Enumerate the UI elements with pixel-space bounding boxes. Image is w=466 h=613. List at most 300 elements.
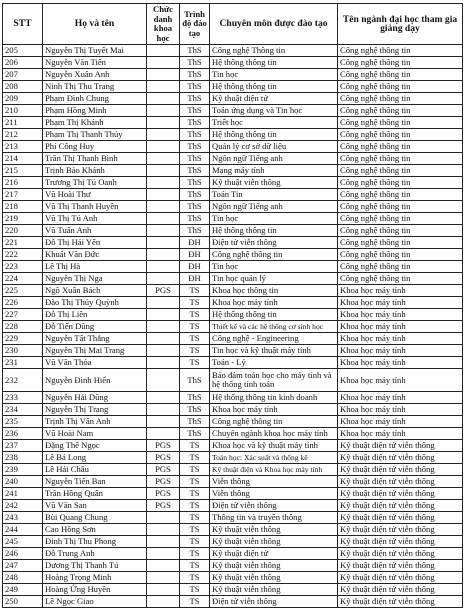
cell-stt: 221: [3, 237, 43, 249]
cell-degree: TS: [180, 536, 210, 548]
cell-title: [147, 428, 180, 440]
cell-stt: 249: [3, 584, 43, 596]
cell-stt: 232: [3, 369, 43, 392]
cell-name: Đinh Thị Thu Phong: [43, 536, 147, 548]
cell-title: [147, 69, 180, 81]
cell-major: Toán Tin: [210, 189, 338, 201]
cell-name: Đặng Thế Ngọc: [43, 440, 147, 452]
cell-field: Công nghệ thông tin: [338, 105, 463, 117]
cell-name: Ngô Xuân Bách: [43, 285, 147, 297]
cell-field: Khoa học máy tính: [338, 309, 463, 321]
cell-title: [147, 225, 180, 237]
cell-title: [147, 273, 180, 285]
table-header-row: [3, 4, 463, 45]
table-row: [3, 81, 463, 93]
cell-field: Kỹ thuật điện tử viễn thông: [338, 476, 463, 488]
table-row: [3, 93, 463, 105]
cell-stt: 212: [3, 129, 43, 141]
table-row: [3, 369, 463, 392]
table-row: [3, 452, 463, 464]
cell-name: Trần Thị Thanh Bình: [43, 153, 147, 165]
cell-stt: 242: [3, 500, 43, 512]
table-row: [3, 500, 463, 512]
cell-field: Kỹ thuật điện tử viễn thông: [338, 572, 463, 584]
cell-stt: 216: [3, 177, 43, 189]
cell-stt: 224: [3, 273, 43, 285]
cell-title: [147, 560, 180, 572]
cell-degree: ĐH: [180, 261, 210, 273]
cell-stt: 230: [3, 345, 43, 357]
cell-degree: ThS: [180, 45, 210, 57]
cell-title: [147, 177, 180, 189]
cell-name: Đỗ Tiến Dũng: [43, 321, 147, 333]
cell-field: Công nghệ thông tin: [338, 69, 463, 81]
cell-name: Đỗ Trung Anh: [43, 548, 147, 560]
cell-field: Công nghệ thông tin: [338, 57, 463, 69]
cell-major: Bảo đảm toán học cho máy tính và hệ thống tính toán: [210, 369, 338, 392]
cell-stt: 236: [3, 428, 43, 440]
cell-name: Nguyễn Hải Dũng: [43, 392, 147, 404]
cell-degree: ĐH: [180, 249, 210, 261]
cell-major: Công nghệ thông tin: [210, 249, 338, 261]
cell-name: Đỗ Thị Hải Yến: [43, 237, 147, 249]
cell-stt: 235: [3, 416, 43, 428]
cell-degree: ThS: [180, 165, 210, 177]
cell-degree: TS: [180, 309, 210, 321]
cell-name: Nguyễn Văn Tiến: [43, 57, 147, 69]
cell-degree: TS: [180, 500, 210, 512]
table-row: [3, 309, 463, 321]
cell-title: [147, 57, 180, 69]
cell-major: Khoa học thông tin: [210, 285, 338, 297]
cell-field: Khoa học máy tính: [338, 392, 463, 404]
cell-major: Kỹ thuật viễn thông: [210, 536, 338, 548]
table-row: [3, 189, 463, 201]
cell-stt: 215: [3, 165, 43, 177]
cell-field: Công nghệ thông tin: [338, 153, 463, 165]
cell-field: Kỹ thuật điện tử viễn thông: [338, 560, 463, 572]
cell-major: Công nghệ - Engineering: [210, 333, 338, 345]
cell-stt: 223: [3, 261, 43, 273]
table-row: [3, 117, 463, 129]
cell-major: Kỹ thuật viễn thông: [210, 177, 338, 189]
cell-degree: ThS: [180, 213, 210, 225]
cell-major: Khoa học máy tính: [210, 404, 338, 416]
cell-field: Kỹ thuật điện tử viễn thông: [338, 584, 463, 596]
cell-stt: 207: [3, 69, 43, 81]
cell-major: Công nghệ Thông tin: [210, 45, 338, 57]
cell-major: Kỹ thuật viễn thông: [210, 572, 338, 584]
cell-title: [147, 237, 180, 249]
cell-field: Công nghệ thông tin: [338, 129, 463, 141]
cell-major: Điện tử viễn thông: [210, 500, 338, 512]
cell-title: [147, 297, 180, 309]
table-row: [3, 596, 463, 608]
table-row: [3, 273, 463, 285]
cell-major: Điện tử viễn thông: [210, 237, 338, 249]
cell-field: Khoa học máy tính: [338, 369, 463, 392]
cell-name: Đào Thị Thúy Quỳnh: [43, 297, 147, 309]
table-body: [3, 45, 463, 608]
cell-name: Nguyễn Tất Thắng: [43, 333, 147, 345]
table-row: [3, 440, 463, 452]
cell-field: Công nghệ thông tin: [338, 249, 463, 261]
cell-degree: ThS: [180, 404, 210, 416]
cell-name: Cao Hồng Sơn: [43, 524, 147, 536]
table-row: [3, 321, 463, 333]
cell-major: Viễn thông: [210, 488, 338, 500]
cell-name: Nguyễn Đình Hiển: [43, 369, 147, 392]
cell-title: [147, 404, 180, 416]
cell-name: Hoàng Ứng Huyền: [43, 584, 147, 596]
cell-field: Kỹ thuật điện tử viễn thông: [338, 512, 463, 524]
cell-degree: ThS: [180, 117, 210, 129]
cell-degree: TS: [180, 321, 210, 333]
cell-name: Vũ Văn San: [43, 500, 147, 512]
cell-name: Lê Ngọc Giao: [43, 596, 147, 608]
cell-name: Lê Bá Long: [43, 452, 147, 464]
cell-degree: TS: [180, 512, 210, 524]
cell-field: Kỹ thuật điện tử viễn thông: [338, 452, 463, 464]
cell-field: Công nghệ thông tin: [338, 45, 463, 57]
cell-degree: ThS: [180, 189, 210, 201]
table-row: [3, 476, 463, 488]
cell-name: Trương Thị Tú Oanh: [43, 177, 147, 189]
cell-stt: 218: [3, 201, 43, 213]
cell-field: Kỹ thuật điện tử viễn thông: [338, 536, 463, 548]
cell-title: [147, 165, 180, 177]
cell-field: Công nghệ thông tin: [338, 189, 463, 201]
cell-title: [147, 524, 180, 536]
cell-degree: TS: [180, 357, 210, 369]
cell-field: Khoa học máy tính: [338, 404, 463, 416]
cell-major: Kỹ thuật điện tử: [210, 548, 338, 560]
cell-title: [147, 93, 180, 105]
cell-title: [147, 572, 180, 584]
cell-degree: TS: [180, 452, 210, 464]
cell-field: Công nghệ thông tin: [338, 117, 463, 129]
cell-degree: ThS: [180, 141, 210, 153]
cell-major: Mạng máy tính: [210, 165, 338, 177]
cell-degree: TS: [180, 524, 210, 536]
cell-field: Kỹ thuật điện tử viễn thông: [338, 464, 463, 476]
cell-name: Trần Hồng Quân: [43, 488, 147, 500]
table-row: [3, 416, 463, 428]
cell-title: [147, 141, 180, 153]
faculty-table: [2, 3, 463, 608]
cell-major: Hệ thống thông tin: [210, 129, 338, 141]
cell-field: Công nghệ thông tin: [338, 225, 463, 237]
cell-name: Vũ Hoài Thư: [43, 189, 147, 201]
cell-name: Phạm Thị Khánh: [43, 117, 147, 129]
cell-major: Kỹ thuật điện tử: [210, 93, 338, 105]
cell-name: Hoàng Trọng Minh: [43, 572, 147, 584]
cell-degree: ThS: [180, 129, 210, 141]
cell-degree: ThS: [180, 93, 210, 105]
cell-stt: 237: [3, 440, 43, 452]
cell-degree: ThS: [180, 369, 210, 392]
cell-stt: 229: [3, 333, 43, 345]
cell-name: Nguyễn Thị Mai Trang: [43, 345, 147, 357]
cell-name: Phí Công Huy: [43, 141, 147, 153]
cell-name: Trịnh Bảo Khánh: [43, 165, 147, 177]
cell-title: [147, 153, 180, 165]
cell-stt: 248: [3, 572, 43, 584]
cell-name: Phạm Đình Chung: [43, 93, 147, 105]
cell-major: Ngôn ngữ Tiếng anh: [210, 201, 338, 213]
cell-degree: TS: [180, 488, 210, 500]
cell-major: Toán - Lý: [210, 357, 338, 369]
header-name: Họ và tên: [43, 4, 147, 45]
cell-stt: 231: [3, 357, 43, 369]
cell-field: Khoa học máy tính: [338, 285, 463, 297]
table-row: [3, 153, 463, 165]
cell-stt: 250: [3, 596, 43, 608]
cell-major: Triết học: [210, 117, 338, 129]
table-row: [3, 297, 463, 309]
cell-title: [147, 321, 180, 333]
cell-major: Ngôn ngữ Tiếng anh: [210, 153, 338, 165]
cell-name: Vũ Hoài Nam: [43, 428, 147, 440]
cell-stt: 226: [3, 297, 43, 309]
table-row: [3, 464, 463, 476]
cell-name: Nguyễn Xuân Anh: [43, 69, 147, 81]
cell-stt: 238: [3, 452, 43, 464]
cell-stt: 205: [3, 45, 43, 57]
cell-stt: 241: [3, 488, 43, 500]
cell-major: Kỹ thuật viễn thông: [210, 560, 338, 572]
cell-degree: ThS: [180, 428, 210, 440]
cell-title: PGS: [147, 440, 180, 452]
cell-name: Vũ Tuấn Anh: [43, 225, 147, 237]
cell-title: [147, 584, 180, 596]
cell-stt: 214: [3, 153, 43, 165]
cell-major: Tin học quản lý: [210, 273, 338, 285]
cell-title: [147, 548, 180, 560]
cell-stt: 209: [3, 93, 43, 105]
cell-degree: ĐH: [180, 273, 210, 285]
cell-title: [147, 416, 180, 428]
cell-stt: 243: [3, 512, 43, 524]
table-row: [3, 261, 463, 273]
cell-degree: TS: [180, 345, 210, 357]
cell-field: Khoa học máy tính: [338, 357, 463, 369]
table-row: [3, 237, 463, 249]
cell-title: [147, 309, 180, 321]
cell-name: Nguyễn Thị Tuyết Mai: [43, 45, 147, 57]
table-row: [3, 201, 463, 213]
table-row: [3, 512, 463, 524]
cell-degree: ThS: [180, 225, 210, 237]
cell-major: Tin học: [210, 261, 338, 273]
cell-degree: TS: [180, 560, 210, 572]
cell-degree: TS: [180, 572, 210, 584]
cell-major: Hệ thống thông tin: [210, 57, 338, 69]
cell-name: Vũ Thị Tú Anh: [43, 213, 147, 225]
cell-degree: TS: [180, 285, 210, 297]
cell-major: Hệ thống thông tin kinh doanh: [210, 392, 338, 404]
cell-field: Công nghệ thông tin: [338, 177, 463, 189]
cell-major: Công nghệ thông tin: [210, 416, 338, 428]
cell-degree: ThS: [180, 57, 210, 69]
cell-major: Thiết kế và các hệ thống cơ sinh học: [210, 321, 338, 333]
cell-major: Toán học: Xác suất và thống kê: [210, 452, 338, 464]
cell-field: Công nghệ thông tin: [338, 201, 463, 213]
cell-degree: TS: [180, 333, 210, 345]
table-row: [3, 129, 463, 141]
cell-field: Khoa học máy tính: [338, 428, 463, 440]
cell-title: [147, 189, 180, 201]
cell-degree: TS: [180, 548, 210, 560]
cell-field: Khoa học máy tính: [338, 321, 463, 333]
table-row: [3, 572, 463, 584]
header-title: Chức danh khoa học: [147, 4, 180, 45]
cell-stt: 239: [3, 464, 43, 476]
cell-title: PGS: [147, 500, 180, 512]
cell-degree: ThS: [180, 177, 210, 189]
cell-field: Kỹ thuật điện tử viễn thông: [338, 488, 463, 500]
cell-title: [147, 369, 180, 392]
cell-stt: 244: [3, 524, 43, 536]
table-row: [3, 57, 463, 69]
cell-degree: ĐH: [180, 237, 210, 249]
cell-major: Thông tin và truyền thông: [210, 512, 338, 524]
cell-stt: 247: [3, 560, 43, 572]
cell-field: Khoa học máy tính: [338, 345, 463, 357]
cell-name: Nguyễn Thị Trang: [43, 404, 147, 416]
cell-title: PGS: [147, 285, 180, 297]
table-row: [3, 404, 463, 416]
cell-title: [147, 249, 180, 261]
cell-major: Khoa học và kỹ thuật máy tính: [210, 440, 338, 452]
cell-title: [147, 117, 180, 129]
table-row: [3, 249, 463, 261]
cell-major: Viễn thông: [210, 476, 338, 488]
cell-degree: TS: [180, 297, 210, 309]
cell-field: Khoa học máy tính: [338, 333, 463, 345]
cell-title: [147, 392, 180, 404]
table-row: [3, 225, 463, 237]
cell-field: Công nghệ thông tin: [338, 81, 463, 93]
cell-stt: 219: [3, 213, 43, 225]
cell-field: Kỹ thuật điện tử viễn thông: [338, 596, 463, 608]
cell-name: Phạm Hồng Minh: [43, 105, 147, 117]
cell-stt: 208: [3, 81, 43, 93]
cell-degree: ThS: [180, 201, 210, 213]
cell-name: Vũ Thị Thanh Huyền: [43, 201, 147, 213]
table-row: [3, 105, 463, 117]
cell-title: [147, 105, 180, 117]
cell-field: Kỹ thuật điện tử viễn thông: [338, 524, 463, 536]
cell-field: Công nghệ thông tin: [338, 141, 463, 153]
cell-stt: 225: [3, 285, 43, 297]
cell-field: Công nghệ thông tin: [338, 261, 463, 273]
cell-stt: 217: [3, 189, 43, 201]
cell-major: Tin học: [210, 69, 338, 81]
cell-major: Kỹ thuật viễn thông: [210, 584, 338, 596]
table-row: [3, 548, 463, 560]
cell-title: PGS: [147, 452, 180, 464]
cell-name: Phạm Thị Thanh Thủy: [43, 129, 147, 141]
cell-title: [147, 512, 180, 524]
cell-title: [147, 357, 180, 369]
cell-field: Công nghệ thông tin: [338, 237, 463, 249]
cell-degree: TS: [180, 476, 210, 488]
cell-stt: 245: [3, 536, 43, 548]
cell-name: Dương Thị Thanh Tú: [43, 560, 147, 572]
cell-name: Trịnh Thị Vân Anh: [43, 416, 147, 428]
cell-title: [147, 536, 180, 548]
cell-title: [147, 261, 180, 273]
cell-stt: 228: [3, 321, 43, 333]
table-row: [3, 488, 463, 500]
cell-title: [147, 45, 180, 57]
table-row: [3, 524, 463, 536]
table-row: [3, 285, 463, 297]
cell-degree: ThS: [180, 81, 210, 93]
cell-stt: 213: [3, 141, 43, 153]
cell-stt: 222: [3, 249, 43, 261]
cell-major: Khoa học máy tính: [210, 297, 338, 309]
table-row: [3, 45, 463, 57]
cell-name: Khuất Văn Đức: [43, 249, 147, 261]
cell-title: [147, 596, 180, 608]
cell-major: Kỹ thuật điện và Khoa học máy tính: [210, 464, 338, 476]
cell-field: Kỹ thuật điện tử viễn thông: [338, 440, 463, 452]
cell-degree: TS: [180, 440, 210, 452]
cell-major: Hệ thống thông tin: [210, 81, 338, 93]
cell-stt: 234: [3, 404, 43, 416]
table-row: [3, 141, 463, 153]
cell-degree: ThS: [180, 416, 210, 428]
cell-stt: 246: [3, 548, 43, 560]
cell-field: Kỹ thuật điện tử viễn thông: [338, 500, 463, 512]
table-row: [3, 177, 463, 189]
cell-name: Vũ Văn Thỏa: [43, 357, 147, 369]
cell-degree: ThS: [180, 153, 210, 165]
header-degree: Trình độ đào tạo: [180, 4, 210, 45]
cell-stt: 233: [3, 392, 43, 404]
cell-major: Điện tử viễn thông: [210, 596, 338, 608]
cell-degree: ThS: [180, 105, 210, 117]
table-row: [3, 392, 463, 404]
cell-major: Tin học và kỹ thuật máy tính: [210, 345, 338, 357]
cell-degree: TS: [180, 596, 210, 608]
cell-name: Ninh Thị Thu Trang: [43, 81, 147, 93]
cell-title: [147, 129, 180, 141]
cell-major: Toán ứng dụng và Tin học: [210, 105, 338, 117]
cell-title: [147, 345, 180, 357]
cell-stt: 227: [3, 309, 43, 321]
table-row: [3, 560, 463, 572]
cell-degree: ThS: [180, 392, 210, 404]
table-row: [3, 345, 463, 357]
table-row: [3, 165, 463, 177]
table-row: [3, 213, 463, 225]
cell-title: [147, 201, 180, 213]
cell-stt: 210: [3, 105, 43, 117]
table-row: [3, 69, 463, 81]
cell-name: Nguyễn Tiến Ban: [43, 476, 147, 488]
cell-title: PGS: [147, 488, 180, 500]
cell-major: Quản lý cơ sở dữ liệu: [210, 141, 338, 153]
cell-major: Kỹ thuật viễn thông: [210, 524, 338, 536]
cell-stt: 206: [3, 57, 43, 69]
cell-name: Bùi Quang Chung: [43, 512, 147, 524]
table-row: [3, 357, 463, 369]
cell-name: Lê Thị Hà: [43, 261, 147, 273]
header-stt: STT: [3, 4, 43, 45]
